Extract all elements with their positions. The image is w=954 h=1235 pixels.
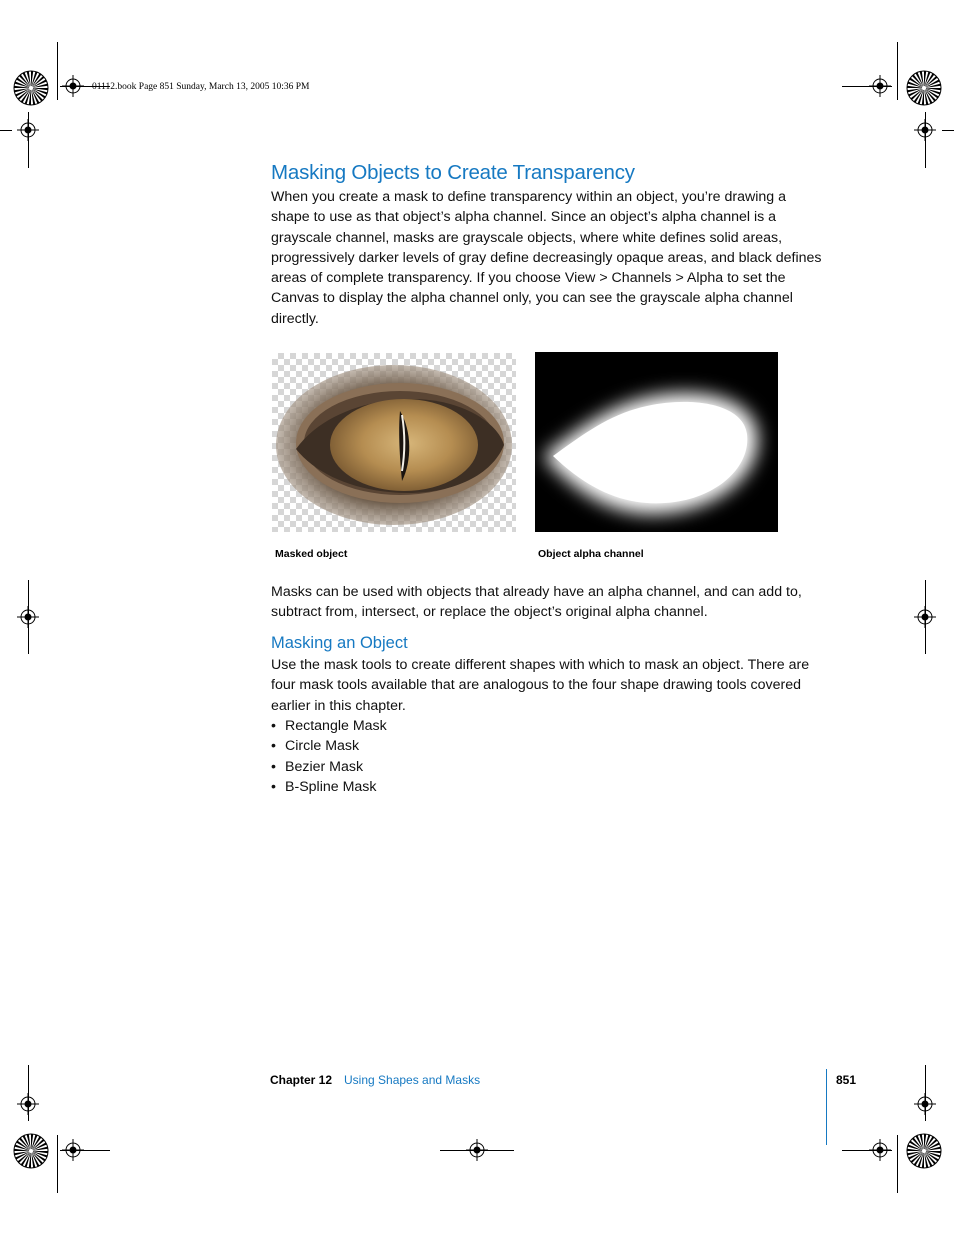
section-subheading: Masking an Object [271,634,408,652]
registration-mark-icon [62,1139,84,1161]
starburst-mark-icon [13,1133,49,1169]
list-item [271,777,387,797]
registration-mark-icon [466,1139,488,1161]
registration-mark-icon [914,119,936,141]
crop-mark [57,42,58,100]
crop-mark [897,42,898,100]
mask-tools-list [271,716,387,797]
registration-mark-icon [869,1139,891,1161]
intro-paragraph: When you create a mask to define transparency within an object, you’re drawing a shape to use as that object’s alpha channel. Since an object’s alpha channel is a grayscale channel, masks are grayscale objects, where white defines solid areas, progressively darker levels of gray define decreasingly opaque areas, and black defines areas of complete transparency. If you choose View > Channels > Alpha to set the Canvas to display the alpha channel only, you can see the grayscale alpha channel directly. [271,189,822,327]
subheading-paragraph: Use the mask tools to create different shapes with which to mask an object. There are four mask tools available that are analogous to the four shape drawing tools covered earlier in this chapter. [271,657,810,714]
page-heading: Masking Objects to Create Transparency [271,161,635,184]
list-item-text: Bezier Mask [285,758,364,775]
right-figure-caption: Object alpha channel [538,548,644,560]
reptile-eye-image [272,353,516,532]
list-item-text: Circle Mask [285,738,360,755]
registration-mark-icon [17,119,39,141]
list-item [271,757,387,777]
registration-mark-icon [17,606,39,628]
bullet-icon: • [271,758,276,775]
registration-mark-icon [869,75,891,97]
footer-chapter: Chapter 12 [270,1073,333,1087]
registration-mark-icon [17,1093,39,1115]
masks-paragraph: Masks can be used with objects that already have an alpha channel, and can add to, subtract from, intersect, or replace the object’s original alpha channel. [271,584,802,621]
print-slug: 01112.book Page 851 Sunday, March 13, 2005 10:36 PM [92,82,310,92]
crop-mark [942,130,954,131]
starburst-mark-icon [906,70,942,106]
registration-mark-icon [914,606,936,628]
registration-mark-icon [62,75,84,97]
alpha-channel-image [535,352,778,532]
masked-object-figure [272,353,516,532]
footer-divider [826,1069,827,1145]
alpha-channel-figure [535,352,778,532]
bullet-icon: • [271,778,276,795]
registration-mark-icon [914,1093,936,1115]
starburst-mark-icon [13,70,49,106]
footer-page-number: 851 [836,1073,857,1087]
list-item [271,736,387,756]
crop-mark [57,1135,58,1193]
bullet-icon: • [271,718,276,734]
list-item [271,716,387,736]
crop-mark [0,130,12,131]
list-item-text: B-Spline Mask [285,778,377,795]
list-item-text: Rectangle Mask [285,718,387,734]
left-figure-caption: Masked object [275,548,348,560]
starburst-mark-icon [906,1133,942,1169]
crop-mark [897,1135,898,1193]
bullet-icon: • [271,738,276,755]
footer-chapter-title: Using Shapes and Masks [344,1073,481,1087]
